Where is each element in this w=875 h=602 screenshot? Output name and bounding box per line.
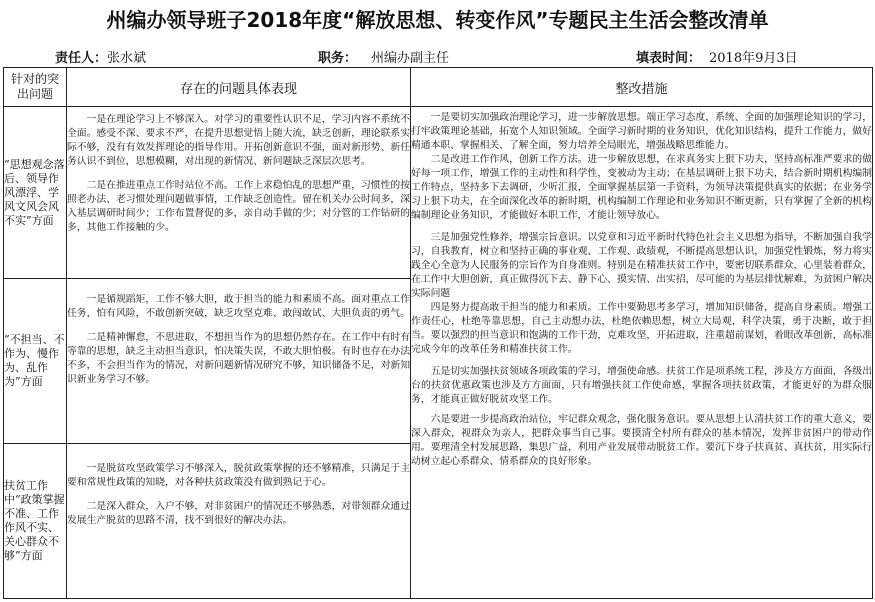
issue-cell [4,444,67,599]
issue-cell [4,279,67,444]
measure-item: 一是要切实加强政治理论学习，进一步解放思想。端正学习态度，系统、全面的加强理论知识的学习，打牢政策理论基础，拓宽个人知识领域。全面学习新时期的业务知识，优化知识结构，提升工作能力，做好精通本职、掌握相关、了解全面，努力培养全局眼光，增强战略思维能力。 [411,112,872,151]
date-label: 填表时间： [636,51,702,66]
header-issue: 针对的突出问题 [4,68,67,107]
problem-item: 一是在理论学习上不够深入。对学习的重要性认识不足，学习内容不系统不全面。感受不深、要求不严，在提升思想觉悟上随大流，缺乏创新，理论联系实际不够，没有有效发挥理论的指导作用。开拓创新意识不强，面对新形势、新任务认识不到位，思想模糊，对出现的新情况、新问题缺乏深层次思考。 [67,114,410,167]
issue-cell [4,107,67,279]
problem-item: 一是脱贫攻坚政策学习不够深入，脱贫政策掌握的还不够精准，只满足于主要和常规性政策的知晓，对各种扶贫政策没有做到熟记于心。 [67,463,410,488]
position-value: 州编办副主任 [371,51,450,66]
measure-item: 六是要进一步提高政治站位，牢记群众观念，强化服务意识。要从思想上认清扶贫工作的重大意义，要深入群众，视群众为亲人，把群众事当自己事。要摸清全村所有群众的基本情况，发挥非贫困户的带动作用。要理清全村发展思路，集思广益，利用产业发展带动脱贫工作。要沉下身子扶真贫、真扶贫，用实际行动树立起心系群众、情系群众的良好形象。 [411,414,872,467]
problem-item: 一是循规蹈矩，工作不够大胆，敢于担当的能力和素质不高。面对重点工作任务，怕有风险，不敢创新突破，缺乏攻坚克难、敢闯敢试、大胆负责的勇气。 [67,294,410,319]
problems-cell [67,444,411,599]
date-field [636,47,798,66]
page-title: 州编办领导班子2018年度“解放思想、转变作风”专题民主生活会整改清单 [106,8,769,32]
header-measures: 整改措施 [411,68,873,107]
header-problems: 存在的问题具体表现 [67,68,411,107]
position-label: 职务： [318,51,358,66]
issue-label: 扶贫工作中“政策掌握不准、工作作风不实、关心群众不够”方面 [4,479,65,562]
measure-item: 三是加强党性修养，增强宗旨意识。以党章和习近平新时代特色社会主义思想为指导，不断加强自我学习，自我教育，树立和坚持正确的事业观、工作观、政绩观，不断提高思想认识，加强党性锻炼，努力将实践全心全意为人民服务的宗旨作为自身准则。特别是在精准扶贫工作中，要密切联系群众，心里装着群众，在工作中大胆创新，真正做得沉下去、静下心、摸实情、出实招，尽可能的为基层排忧解难，为贫困户解决实际问题 [411,232,872,299]
issue-label: “思想观念落后、领导作风漂浮、学风文风会风不实”方面 [4,157,65,227]
measure-item: 四是努力提高敢干担当的能力和素质。工作中要勤思考多学习，增加知识储备，提高自身素质。增强工作责任心，杜绝等靠思想，自己主动想办法，杜绝依赖思想，树立大局观，科学决策，勇于决断，敢于担当。要以强烈的担当意识和饱满的工作干劲，克难攻坚，开拓进取，注重超前谋划，着眼改革创新，高标准完成今年的改革任务和精准扶贫工作。 [411,302,872,355]
responsible-value: 张水斌 [107,51,147,66]
measure-item: 二是改进工作作风，创新工作方法。进一步解放思想，在求真务实上狠下功夫，坚持高标准严要求的做好每一项工作，增强工作的主动性和科学性，变被动为主动；在基层调研上狠下功夫，结合新时期机构编制工作特点，坚持多下去调研，少听汇报，全面掌握基层第一手资料，为领导决策提供真实的依据；在业务学习上狠下功夫，在全面深化改革的新时期，机构编制工作理论和业务知识不断更新，只有掌握了全新的机构编制理论业务知识，才能做好本职工作，才能让领导放心。 [411,154,872,221]
responsible-label: 责任人： [55,51,108,66]
table-header-row [4,68,873,107]
responsible-field [55,47,146,66]
date-value: 2018年9月3日 [709,51,798,66]
table-row [4,107,873,279]
problem-item: 二是在推进重点工作时站位不高。工作上求稳怕乱的思想严重，习惯性的按照老办法、老习惯处理问题做事情，工作缺乏创造性。留在机关办公时间多，深入基层调研时间少；工作布置督促的多，亲自动手做的少；对分管的工作钻研的多，其他工作接触的少。 [67,180,410,233]
measures-cell [411,107,873,599]
problems-cell [67,279,411,444]
issue-label: “不担当、不作为、慢作为、乱作为”方面 [4,333,65,388]
problems-cell [67,107,411,279]
problem-item: 二是精神懈怠，不思进取，不想担当作为的思想仍然存在。在工作中有时有等靠的思想，缺乏主动担当意识，怕决策失误，不敢大胆怕极。有时也存在办法不多，不会担当作为的情况，对新问题新情况研究不够，知识储备不足，对新知识新业务学习不够。 [67,332,410,385]
measure-item: 五是切实加强扶贫领域各项政策的学习，增强使命感。扶贫工作是项系统工程，涉及方方面面，各级出台的扶贫优惠政策也涉及方方面面，只有增强扶贫工作使命感，掌握各项扶贫政策，才能更好的为群众服务，才能真正做好脱贫攻坚工作。 [411,366,872,405]
problem-item: 二是深入群众，入户不够，对非贫困户的情况还不够熟悉，对带领群众通过发展生产脱贫的思路不清，找不到很好的解决办法。 [67,501,410,526]
position-field [318,47,449,66]
rectification-table [3,67,873,599]
